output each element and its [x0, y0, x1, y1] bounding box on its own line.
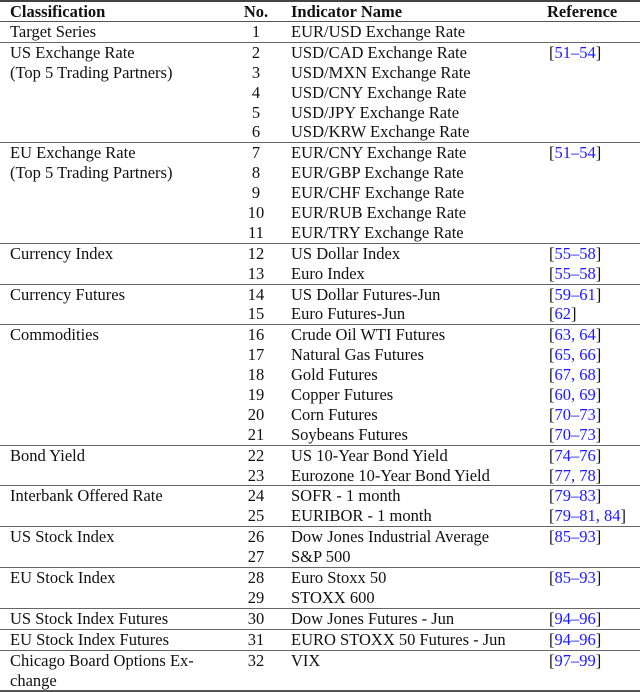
row-number: 11: [248, 222, 264, 242]
row-number: 28: [247, 568, 265, 588]
classification-label: EU Exchange Rate: [10, 143, 136, 163]
row-number: 16: [247, 325, 265, 345]
indicator-name: US Dollar Index: [291, 243, 401, 263]
row-number: 29: [247, 587, 265, 607]
reference-link[interactable]: 62: [554, 304, 571, 324]
reference-link[interactable]: 85–93: [554, 568, 596, 588]
classification-label: Currency Index: [10, 243, 114, 263]
row-number: 22: [247, 445, 265, 465]
table-row: [238, 63, 640, 83]
table-group: [0, 42, 640, 142]
table-group: [0, 650, 640, 691]
reference-link[interactable]: 63, 64: [554, 325, 596, 345]
table-row: [238, 609, 640, 629]
classification-cell: [0, 568, 238, 608]
row-number: 10: [247, 203, 265, 223]
classification-label: Commodities: [10, 325, 99, 345]
classification-label: (Top 5 Trading Partners): [10, 163, 173, 183]
indicator-name: EUR/GBP Exchange Rate: [291, 163, 464, 183]
table-row: [238, 244, 640, 264]
row-number: 5: [251, 102, 261, 122]
reference-link[interactable]: 60, 69: [554, 385, 596, 405]
row-number: 14: [247, 284, 265, 304]
reference-link[interactable]: 51–54: [554, 143, 596, 163]
header-classification: Classification: [10, 2, 106, 21]
row-number: 30: [247, 608, 265, 628]
table-row: [238, 527, 640, 547]
table-group: [0, 22, 640, 42]
reference-link[interactable]: 55–58: [554, 243, 596, 263]
table-row: [238, 446, 640, 466]
reference-link[interactable]: 74–76: [554, 445, 596, 465]
table-group: [0, 284, 640, 325]
header-reference: Reference: [547, 2, 618, 21]
classification-cell: [0, 325, 238, 444]
classification-label: Chicago Board Options Ex-: [10, 650, 194, 670]
reference-link[interactable]: 79–81, 84: [554, 506, 621, 526]
table-row: [238, 651, 640, 671]
row-number: 26: [247, 527, 265, 547]
indicator-name: Dow Jones Futures - Jun: [291, 608, 455, 628]
indicator-name: EUR/CHF Exchange Rate: [291, 183, 465, 203]
classification-cell: [0, 446, 238, 486]
classification-cell: [0, 609, 238, 629]
reference-link[interactable]: 79–83: [554, 486, 596, 506]
classification-cell: [0, 143, 238, 242]
table-group: [0, 629, 640, 650]
table-row: [238, 405, 640, 425]
reference-link[interactable]: 97–99: [554, 650, 596, 670]
indicator-name: EUR/USD Exchange Rate: [291, 22, 466, 41]
row-number: 1: [251, 22, 261, 41]
indicator-name: S&P 500: [291, 547, 351, 567]
table-row: [238, 143, 640, 163]
table-group: [0, 485, 640, 526]
table-row: [238, 345, 640, 365]
row-number: 18: [247, 365, 265, 385]
indicator-name: STOXX 600: [291, 587, 375, 607]
classification-label: change: [10, 670, 57, 690]
row-number: 25: [247, 506, 265, 526]
indicator-name: Gold Futures: [291, 365, 378, 385]
table-header: [0, 2, 640, 22]
indicator-name: EUR/RUB Exchange Rate: [291, 203, 467, 223]
table-group: [0, 142, 640, 242]
indicator-name: EURIBOR - 1 month: [291, 506, 432, 526]
classification-cell: [0, 527, 238, 567]
classification-label: EU Stock Index Futures: [10, 629, 170, 649]
indicator-name: Corn Futures: [291, 404, 378, 424]
indicator-name: SOFR - 1 month: [291, 486, 401, 506]
classification-cell: [0, 22, 238, 42]
indicator-name: USD/MXN Exchange Rate: [291, 62, 471, 82]
classification-label: US Stock Index: [10, 527, 115, 547]
classification-label: Currency Futures: [10, 284, 126, 304]
indicator-name: USD/JPY Exchange Rate: [291, 102, 460, 122]
table-row: [238, 264, 640, 284]
table-row: [238, 466, 640, 486]
classification-cell: [0, 43, 238, 142]
table-row: [238, 630, 640, 650]
row-number: 24: [247, 486, 265, 506]
indicator-name: USD/KRW Exchange Rate: [291, 122, 470, 142]
indicator-name: EUR/CNY Exchange Rate: [291, 143, 467, 163]
table-group: [0, 526, 640, 567]
indicator-name: US Dollar Futures-Jun: [291, 284, 441, 304]
table-row: [238, 568, 640, 588]
indicator-name: USD/CNY Exchange Rate: [291, 82, 467, 102]
classification-label: Bond Yield: [10, 445, 86, 465]
table-row: [238, 103, 640, 123]
table-group: [0, 243, 640, 284]
reference-link[interactable]: 67, 68: [554, 365, 596, 385]
table-row: [238, 365, 640, 385]
row-number: 31: [247, 629, 265, 649]
indicator-name: USD/CAD Exchange Rate: [291, 42, 467, 62]
classification-label: Interbank Offered Rate: [10, 486, 163, 506]
table-row: [238, 83, 640, 103]
row-number: 32: [247, 650, 265, 670]
row-number: 19: [247, 385, 265, 405]
classification-label: US Stock Index Futures: [10, 608, 169, 628]
table-group: [0, 608, 640, 629]
row-number: 20: [247, 404, 265, 424]
reference-link[interactable]: 59–61: [554, 284, 596, 304]
table-row: [238, 43, 640, 63]
table-row: [238, 304, 640, 324]
table-group: [0, 567, 640, 608]
classification-cell: [0, 651, 238, 691]
table-row: [238, 325, 640, 345]
classification-cell: [0, 630, 238, 650]
indicator-name: Crude Oil WTI Futures: [291, 325, 446, 345]
indicator-name: Euro Index: [291, 263, 365, 283]
row-number: 8: [251, 163, 261, 183]
table-row: [238, 588, 640, 608]
indicator-name: Dow Jones Industrial Average: [291, 527, 490, 547]
table-row: [238, 22, 640, 42]
row-number: 15: [247, 304, 265, 324]
row-number: 2: [251, 42, 261, 62]
reference-link[interactable]: 70–73: [554, 424, 596, 444]
reference-link[interactable]: 55–58: [554, 263, 596, 283]
table-row: [238, 425, 640, 445]
row-number: 3: [251, 62, 261, 82]
indicator-name: Natural Gas Futures: [291, 345, 424, 365]
table-row: [238, 163, 640, 183]
reference-link[interactable]: 70–73: [554, 404, 596, 424]
row-number: 13: [247, 263, 265, 283]
table-group: [0, 445, 640, 486]
header-no: No.: [243, 2, 269, 21]
indicator-name: EURO STOXX 50 Futures - Jun: [291, 629, 506, 649]
table-row: [238, 223, 640, 243]
row-number: 23: [247, 465, 265, 485]
table-row: [238, 486, 640, 506]
reference-link[interactable]: 65, 66: [554, 345, 596, 365]
reference-link[interactable]: 94–96: [554, 629, 596, 649]
row-number: 21: [247, 424, 265, 444]
row-number: 6: [251, 122, 261, 142]
indicator-name: US 10-Year Bond Yield: [291, 445, 448, 465]
row-number: 17: [247, 345, 265, 365]
table-row: [238, 122, 640, 142]
classification-cell: [0, 486, 238, 526]
table-row: [238, 285, 640, 305]
classification-label: EU Stock Index: [10, 568, 116, 588]
indicator-name: Copper Futures: [291, 385, 394, 405]
indicator-name: Eurozone 10-Year Bond Yield: [291, 465, 490, 485]
row-number: 12: [247, 243, 265, 263]
table-row: [238, 547, 640, 567]
table-row: [238, 506, 640, 526]
table-row: [238, 203, 640, 223]
row-number: 7: [251, 143, 261, 163]
reference-link[interactable]: 51–54: [554, 42, 596, 62]
reference-link[interactable]: 85–93: [554, 527, 596, 547]
table-row: [238, 385, 640, 405]
indicator-name: VIX: [291, 650, 321, 670]
reference-link[interactable]: 77, 78: [554, 465, 596, 485]
reference-link[interactable]: 94–96: [554, 608, 596, 628]
header-indicator: Indicator Name: [291, 2, 403, 21]
indicator-name: Soybeans Futures: [291, 424, 408, 444]
table-row: [238, 183, 640, 203]
classification-label: Target Series: [10, 22, 97, 41]
classification-label: US Exchange Rate: [10, 42, 135, 62]
indicator-name: EUR/TRY Exchange Rate: [291, 222, 464, 242]
classification-label: (Top 5 Trading Partners): [10, 62, 173, 82]
row-number: 27: [247, 547, 265, 567]
classification-cell: [0, 244, 238, 284]
classification-cell: [0, 285, 238, 325]
table-group: [0, 324, 640, 444]
indicator-name: Euro Stoxx 50: [291, 568, 387, 588]
row-number: 9: [251, 183, 261, 203]
row-number: 4: [251, 82, 261, 102]
indicator-name: Euro Futures-Jun: [291, 304, 406, 324]
